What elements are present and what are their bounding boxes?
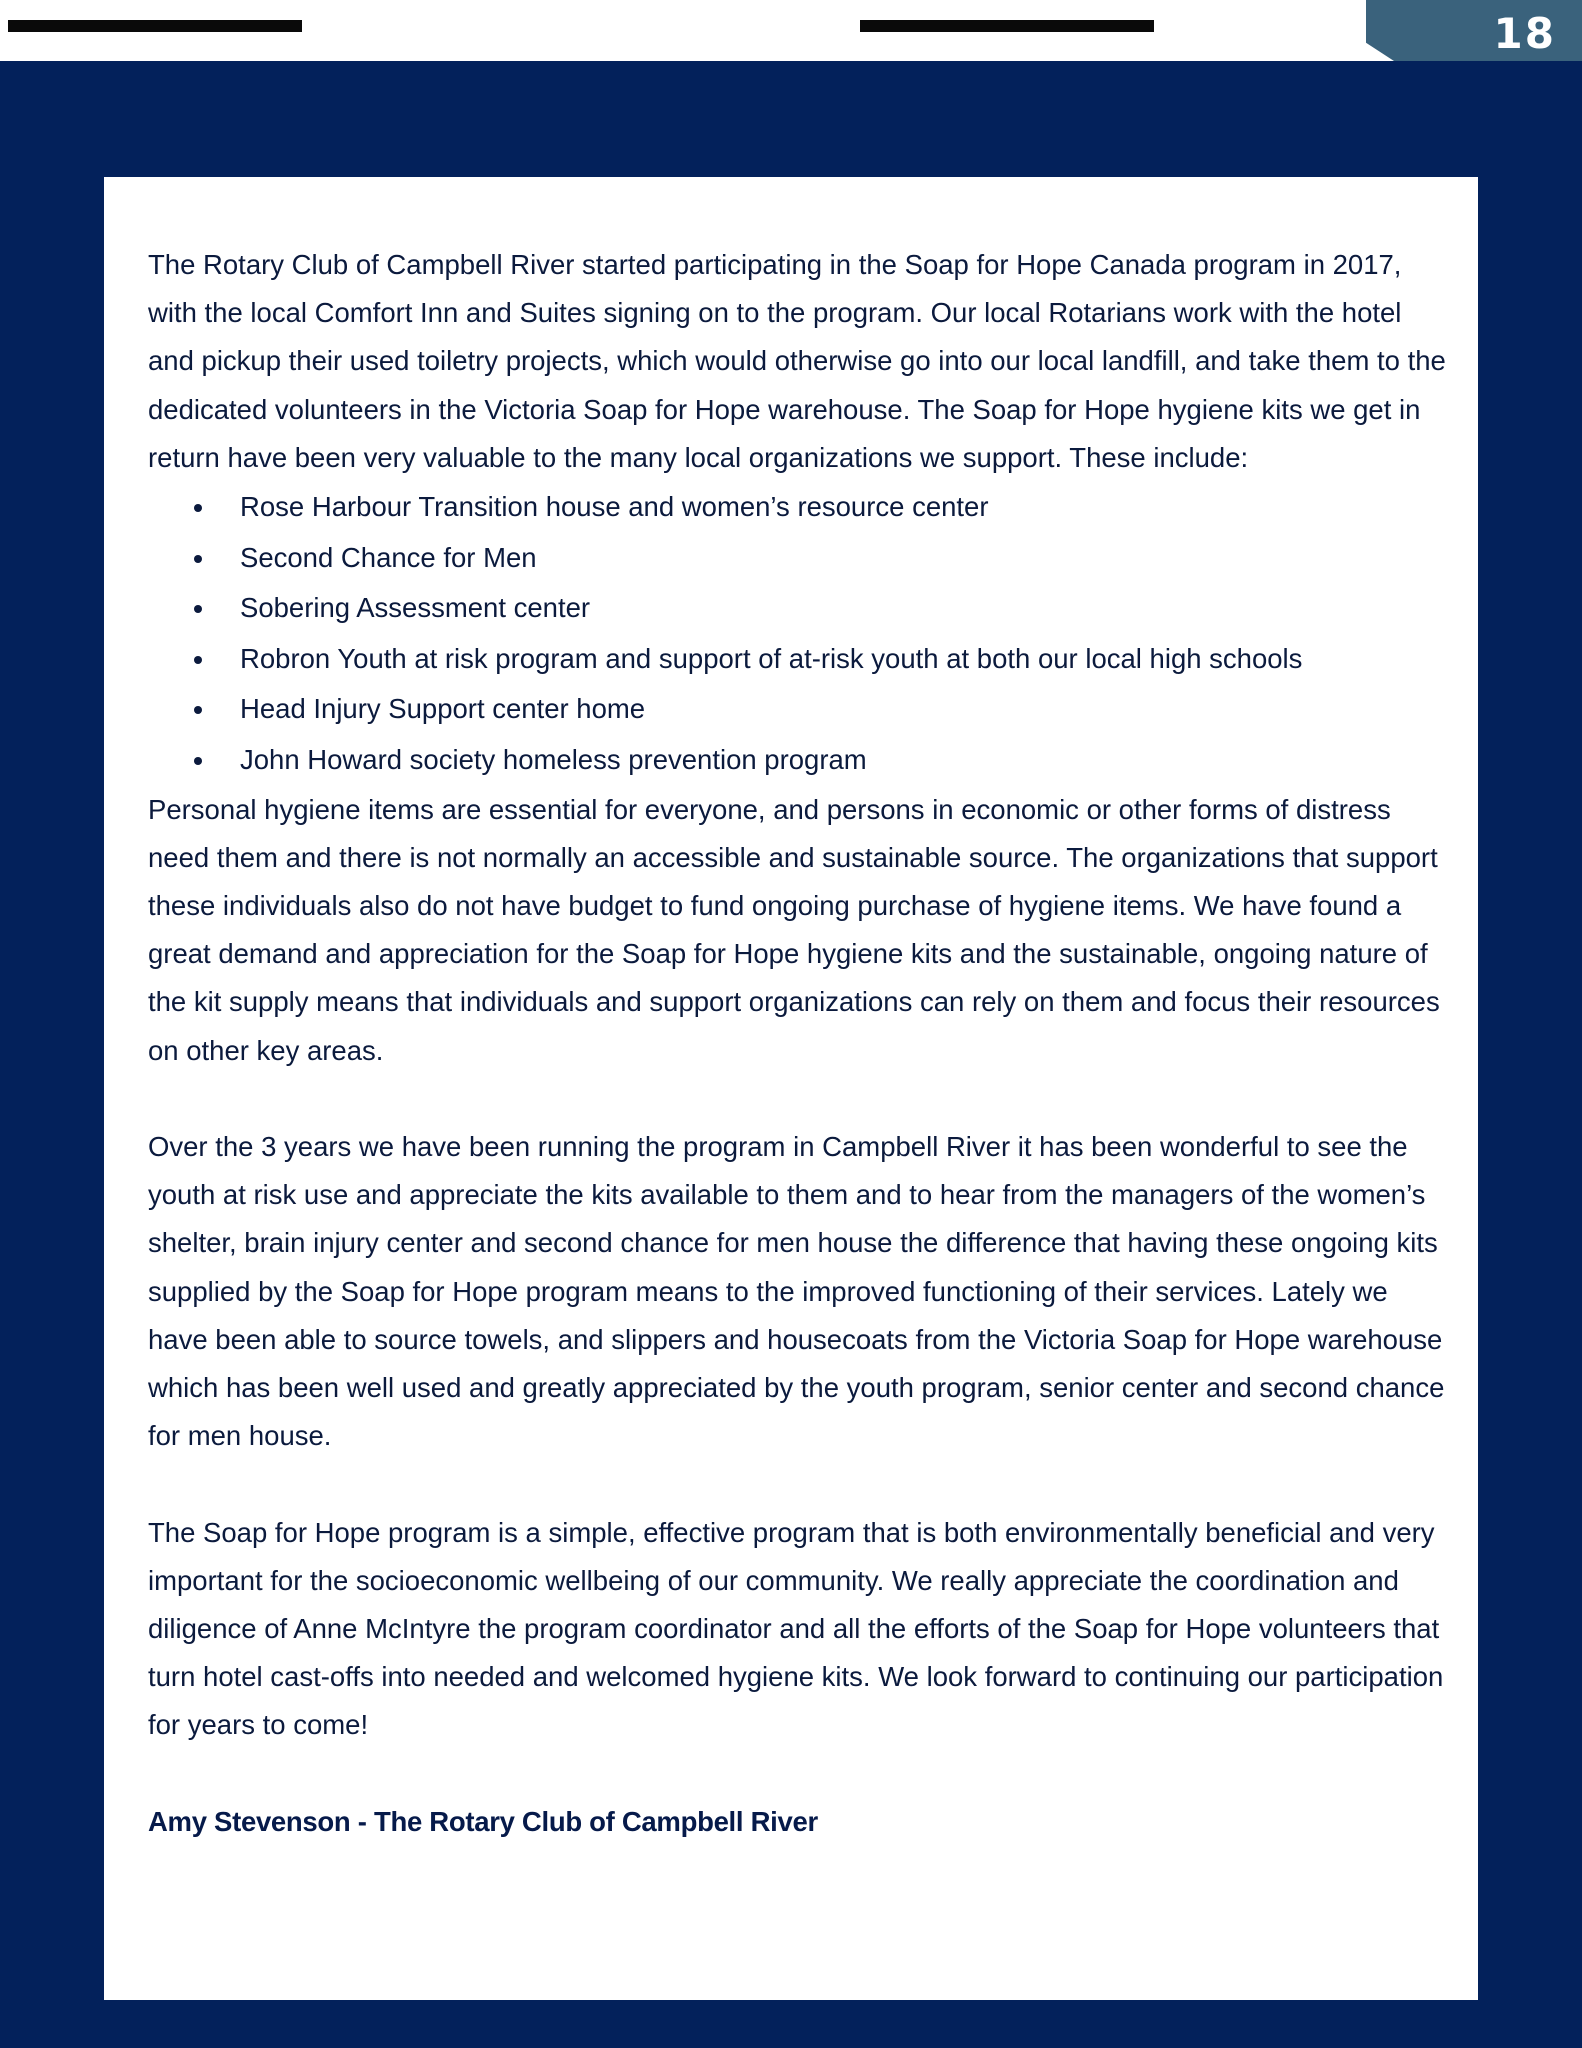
- intro-paragraph: The Rotary Club of Campbell River started participating in the Soap for Hope Canada program in 2017, with the local Comfort Inn and Suites signing on to the program. Our local Rotarians work with the hotel and pickup their used toiletry projects, which would otherwise go into our local landfill, and take them to the dedicated volunteers in the Victoria Soap for Hope warehouse. The Soap for Hope hygiene kits we get in return have been very valuable to the many local organizations we support. These include:: [148, 249, 1446, 473]
- paragraph-spacer: [148, 1750, 1448, 1798]
- closing-paragraph: The Soap for Hope program is a simple, effective program that is both environmentally beneficial and very important for the socioeconomic wellbeing of our community. We really appreciate the coordination and diligence of Anne McIntyre the program coordinator and all the efforts of the Soap for Hope volunteers that turn hotel cast-offs into needed and welcomed hygiene kits. We look forward to continuing our participation for years to come!: [148, 1516, 1444, 1741]
- list-item-text: Rose Harbour Transition house and women’s resource center: [240, 491, 989, 523]
- bullet-icon: [194, 605, 202, 613]
- list-item: [148, 634, 1448, 685]
- bullet-icon: [194, 706, 202, 714]
- paragraph-spacer: [148, 1075, 1448, 1123]
- header-rule-left: [8, 20, 302, 32]
- list-item: [148, 533, 1448, 584]
- list-item-text: Head Injury Support center home: [240, 693, 646, 725]
- list-item-text: John Howard society homeless prevention program: [240, 743, 867, 775]
- hygiene-paragraph: Personal hygiene items are essential for everyone, and persons in economic or other forms of distress need them and there is not normally an accessible and sustainable source. The organizations that support these individuals also do not have budget to fund ongoing purchase of hygiene items. We have found a great demand and appreciation for the Soap for Hope hygiene kits and the sustainable, ongoing nature of the kit supply means that individuals and support organizations can rely on them and focus their resources on other key areas.: [148, 793, 1440, 1066]
- list-item-text: Robron Youth at risk program and support of at-risk youth at both our local high schools: [240, 642, 1303, 674]
- organizations-list: [148, 482, 1448, 786]
- bullet-icon: [194, 656, 202, 664]
- list-item-text: Sobering Assessment center: [240, 592, 591, 624]
- header-rule-center: [860, 20, 1154, 32]
- page-header: [0, 0, 1582, 61]
- bullet-icon: [194, 757, 202, 765]
- list-item: [148, 735, 1448, 786]
- list-item: [148, 482, 1448, 533]
- paragraph-spacer: [148, 1460, 1448, 1508]
- list-item: [148, 684, 1448, 735]
- bullet-icon: [194, 555, 202, 563]
- bullet-icon: [194, 504, 202, 512]
- letter-panel: [104, 177, 1478, 2000]
- three-years-paragraph: Over the 3 years we have been running the program in Campbell River it has been wonderful to see the youth at risk use and appreciate the kits available to them and to hear from the managers of the women’s shelter, brain injury center and second chance for men house the difference that having these ongoing kits supplied by the Soap for Hope program means to the improved functioning of their services. Lately we have been able to source towels, and slippers and housecoats from the Victoria Soap for Hope warehouse which has been well used and greatly appreciated by the youth program, senior center and second chance for men house.: [148, 1130, 1445, 1452]
- list-item: [148, 583, 1448, 634]
- list-item-text: Second Chance for Men: [240, 541, 537, 573]
- page-number: 18: [1493, 9, 1556, 58]
- letter-body: [148, 241, 1448, 1846]
- signature: Amy Stevenson - The Rotary Club of Campbell River: [148, 1805, 818, 1837]
